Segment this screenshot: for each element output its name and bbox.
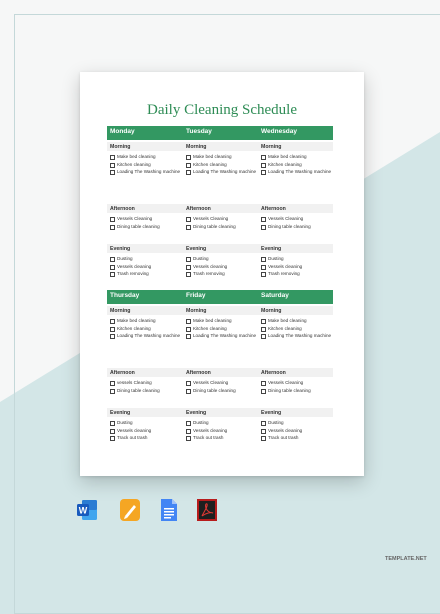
task-label: Dining table cleaning	[193, 223, 236, 229]
task-checkbox[interactable]	[261, 429, 266, 434]
slot-label: Afternoon	[261, 369, 286, 376]
slot-label: Afternoon	[261, 205, 286, 212]
slot-label: Evening	[110, 245, 131, 252]
document-title: Daily Cleaning Schedule	[147, 102, 297, 118]
task-checkbox[interactable]	[261, 225, 266, 230]
slot-label: Evening	[110, 409, 131, 416]
task-checkbox[interactable]	[186, 163, 191, 168]
task-checkbox[interactable]	[186, 389, 191, 394]
task-checkbox[interactable]	[186, 334, 191, 339]
task-label: Vessels cleaning	[268, 263, 303, 269]
slot-label: Afternoon	[110, 205, 135, 212]
task-checkbox[interactable]	[261, 265, 266, 270]
day-name: Saturday	[261, 292, 289, 299]
slot-label: Morning	[110, 307, 131, 314]
task-checkbox[interactable]	[110, 170, 115, 175]
task-label: Kitchen cleaning	[117, 325, 151, 331]
task-checkbox[interactable]	[261, 163, 266, 168]
task-label: Dining table cleaning	[117, 387, 160, 393]
slot-label: Evening	[186, 245, 207, 252]
slot-row	[107, 244, 333, 253]
task-label: Vessels Cleaning	[193, 380, 229, 385]
task-label: Vessels Cleaning	[268, 216, 304, 221]
task-label: Make bed cleaning	[193, 154, 232, 159]
task-label: Dining table cleaning	[268, 387, 311, 393]
task-checkbox[interactable]	[186, 327, 191, 332]
task-label: Loading The Washing machine	[268, 169, 332, 174]
brand-watermark: TEMPLATE.NET	[385, 556, 427, 562]
task-label: Loading The Washing machine	[193, 333, 257, 338]
task-checkbox[interactable]	[261, 421, 266, 426]
word-icon[interactable]	[76, 498, 98, 522]
task-label: Vessels Cleaning	[193, 216, 229, 221]
google-docs-icon[interactable]	[158, 498, 180, 522]
task-checkbox[interactable]	[110, 421, 115, 426]
task-checkbox[interactable]	[186, 257, 191, 262]
task-checkbox[interactable]	[110, 389, 115, 394]
pages-icon[interactable]	[119, 498, 141, 522]
task-label: Kitchen cleaning	[117, 161, 151, 167]
day-header-row	[107, 126, 333, 140]
task-checkbox[interactable]	[110, 225, 115, 230]
task-label: Dusting	[117, 420, 133, 425]
task-checkbox[interactable]	[110, 327, 115, 332]
slot-label: Morning	[186, 307, 207, 314]
task-label: Vessels cleaning	[193, 427, 228, 433]
task-label: Trash removing	[193, 271, 225, 276]
task-checkbox[interactable]	[261, 436, 266, 441]
task-checkbox[interactable]	[110, 265, 115, 270]
task-label: Make bed cleaning	[193, 318, 232, 323]
task-label: Dusting	[193, 420, 209, 425]
task-label: Dusting	[117, 256, 133, 261]
slot-label: Afternoon	[186, 369, 211, 376]
task-checkbox[interactable]	[261, 257, 266, 262]
slot-label: Evening	[261, 409, 282, 416]
task-checkbox[interactable]	[110, 319, 115, 324]
slot-label: Evening	[186, 409, 207, 416]
task-label: Vessels cleaning	[117, 263, 152, 269]
slot-label: Afternoon	[186, 205, 211, 212]
day-name: Friday	[186, 292, 206, 299]
svg-text:W: W	[78, 505, 88, 516]
week-block	[107, 126, 333, 286]
task-checkbox[interactable]	[261, 381, 266, 386]
task-label: Vessels cleaning	[268, 427, 303, 433]
task-label: Dining table cleaning	[268, 223, 311, 229]
slot-label: Morning	[261, 307, 282, 314]
task-checkbox[interactable]	[261, 319, 266, 324]
task-checkbox[interactable]	[110, 381, 115, 386]
task-label: Loading The Washing machine	[268, 333, 332, 338]
task-label: Trash removing	[117, 271, 149, 276]
task-label: Vessels Cleaning	[117, 216, 153, 221]
task-checkbox[interactable]	[110, 217, 115, 222]
task-checkbox[interactable]	[261, 389, 266, 394]
task-label: Track out trash	[193, 435, 224, 440]
task-label: Vessels cleaning	[117, 427, 152, 433]
task-checkbox[interactable]	[186, 381, 191, 386]
week-block	[107, 290, 333, 450]
task-checkbox[interactable]	[110, 334, 115, 339]
task-label: Track out trash	[268, 435, 299, 440]
slot-row	[107, 306, 333, 315]
task-checkbox[interactable]	[186, 217, 191, 222]
pdf-icon[interactable]	[196, 498, 218, 522]
task-checkbox[interactable]	[110, 436, 115, 441]
day-name: Tuesday	[186, 128, 212, 135]
task-checkbox[interactable]	[110, 429, 115, 434]
slot-row	[107, 408, 333, 417]
slot-label: Morning	[110, 143, 131, 150]
task-checkbox[interactable]	[261, 217, 266, 222]
slot-label: Morning	[186, 143, 207, 150]
task-checkbox[interactable]	[186, 319, 191, 324]
task-label: Vessels cleaning	[193, 263, 228, 269]
task-label: Kitchen cleaning	[193, 325, 227, 331]
task-checkbox[interactable]	[261, 170, 266, 175]
task-label: Make bed cleaning	[268, 154, 307, 159]
task-label: Trash removing	[268, 271, 300, 276]
slot-row	[107, 204, 333, 213]
task-checkbox[interactable]	[261, 327, 266, 332]
task-checkbox[interactable]	[110, 272, 115, 277]
task-label: Loading The Washing machine	[193, 169, 257, 174]
task-label: Dusting	[268, 256, 284, 261]
day-name: Thursday	[110, 292, 140, 299]
task-label: Make bed cleaning	[117, 318, 156, 323]
slot-row	[107, 368, 333, 377]
task-checkbox[interactable]	[261, 155, 266, 160]
task-checkbox[interactable]	[186, 155, 191, 160]
task-label: Kitchen cleaning	[268, 325, 302, 331]
task-label: Kitchen cleaning	[268, 161, 302, 167]
task-label: Dining table cleaning	[117, 223, 160, 229]
task-checkbox[interactable]	[110, 163, 115, 168]
task-checkbox[interactable]	[261, 272, 266, 277]
day-name: Monday	[110, 128, 135, 135]
task-checkbox[interactable]	[261, 334, 266, 339]
task-label: Dining table cleaning	[193, 387, 236, 393]
slot-row	[107, 142, 333, 151]
document-page	[80, 72, 364, 476]
task-checkbox[interactable]	[110, 257, 115, 262]
task-checkbox[interactable]	[186, 421, 191, 426]
day-name: Wednesday	[261, 128, 298, 135]
task-checkbox[interactable]	[186, 170, 191, 175]
task-label: Track out trash	[117, 435, 148, 440]
slot-label: Afternoon	[110, 369, 135, 376]
slot-label: Morning	[261, 143, 282, 150]
task-label: Make bed cleaning	[268, 318, 307, 323]
task-label: vessels Cleaning	[117, 380, 152, 385]
slot-label: Evening	[261, 245, 282, 252]
task-label: Dusting	[193, 256, 209, 261]
task-label: Loading The Washing machine	[117, 169, 181, 174]
task-checkbox[interactable]	[186, 272, 191, 277]
task-checkbox[interactable]	[186, 265, 191, 270]
task-label: Dusting	[268, 420, 284, 425]
task-label: Make bed cleaning	[117, 154, 156, 159]
task-checkbox[interactable]	[186, 429, 191, 434]
task-checkbox[interactable]	[110, 155, 115, 160]
task-label: Kitchen cleaning	[193, 161, 227, 167]
day-header-row	[107, 290, 333, 304]
task-checkbox[interactable]	[186, 225, 191, 230]
task-label: Loading The Washing machine	[117, 333, 181, 338]
task-label: Vessels Cleaning	[268, 380, 304, 385]
task-checkbox[interactable]	[186, 436, 191, 441]
